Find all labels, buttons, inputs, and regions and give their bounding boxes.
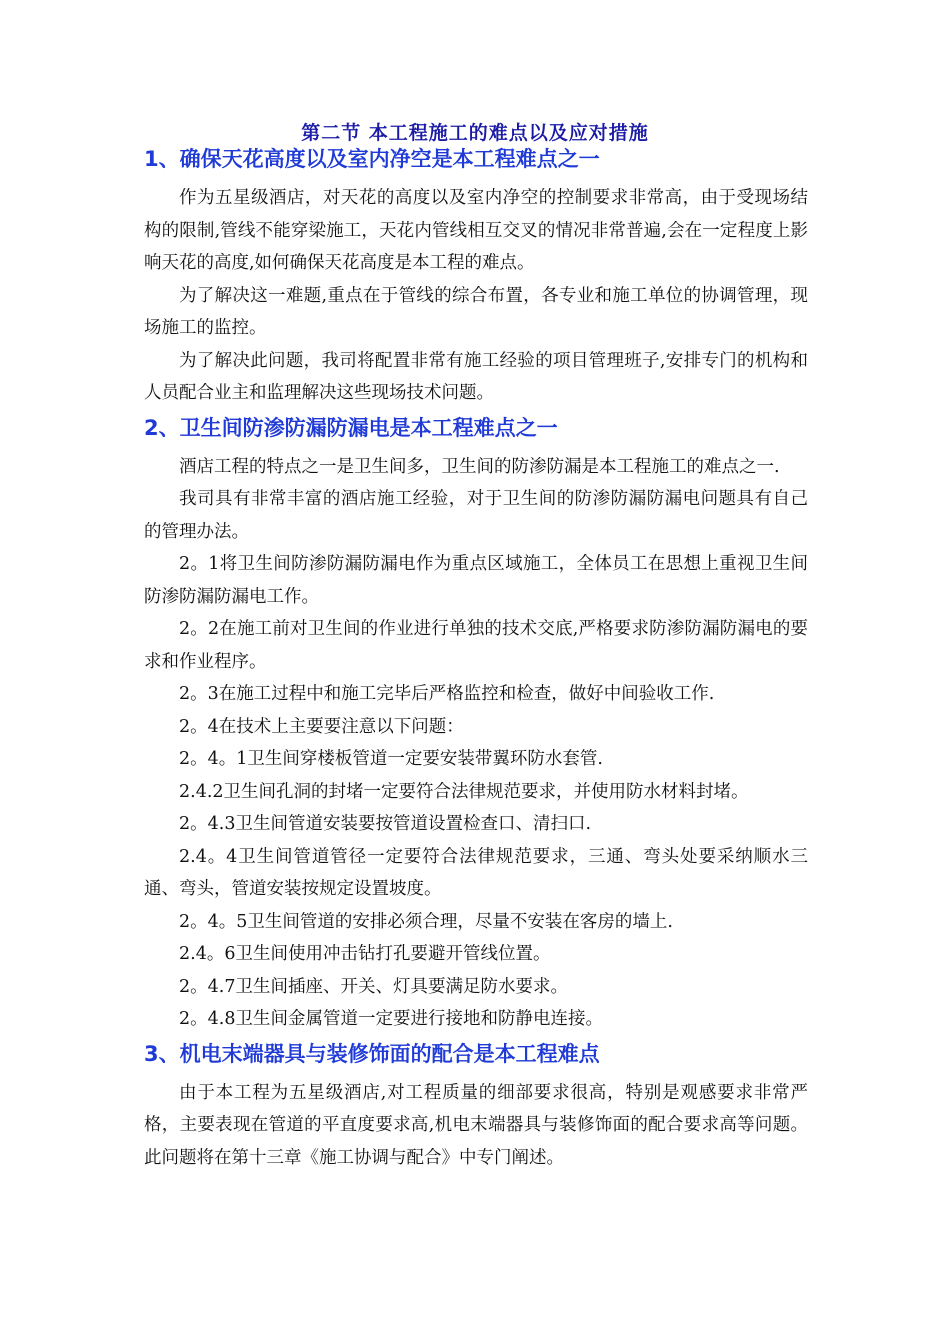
paragraph: 2。4。5卫生间管道的安排必须合理，尽量不安装在客房的墙上. bbox=[179, 911, 673, 932]
paragraph: 为了解决此问题，我司将配置非常有施工经验的项目管理班子,安排专门的机构和人员配合业主和监理解决这些现场技术问题。 bbox=[144, 350, 808, 403]
paragraph: 2。4在技术上主要要注意以下问题： bbox=[179, 716, 464, 737]
paragraph: 2。3在施工过程中和施工完毕后严格监控和检查，做好中间验收工作. bbox=[179, 684, 715, 704]
heading-1: 1、确保天花高度以及室内净空是本工程难点之一 bbox=[144, 147, 600, 171]
paragraph: 为了解决这一难题,重点在于管线的综合布置，各专业和施工单位的协调管理，现场施工的监控。 bbox=[144, 285, 808, 338]
paragraph: 2.4。6卫生间使用冲击钻打孔要避开管线位置。 bbox=[179, 944, 551, 964]
paragraph: 由于本工程为五星级酒店,对工程质量的细部要求很高，特别是观感要求非常严格，主要表现在管道的平直度要求高,机电末端器具与装修饰面的配合要求高等问题。此问题将在第十三章《施工协调与配合》中专门阐述。 bbox=[144, 1082, 808, 1168]
paragraph: 作为五星级酒店，对天花的高度以及室内净空的控制要求非常高，由于受现场结构的限制,管线不能穿梁施工，天花内管线相互交叉的情况非常普遍,会在一定程度上影响天花的高度,如何确保天花高度是本工程的难点。 bbox=[144, 188, 808, 273]
paragraph: 2。1将卫生间防渗防漏防漏电作为重点区域施工，全体员工在思想上重视卫生间防渗防漏防漏电工作。 bbox=[144, 554, 808, 607]
section-title: 第二节 本工程施工的难点以及应对措施 bbox=[301, 122, 649, 144]
document-body bbox=[144, 142, 808, 1174]
paragraph: 2.4.2卫生间孔洞的封堵一定要符合法律规范要求，并使用防水材料封堵。 bbox=[179, 781, 749, 802]
heading-3: 3、机电末端器具与装修饰面的配合是本工程难点 bbox=[144, 1041, 600, 1066]
paragraph: 2。2在施工前对卫生间的作业进行单独的技术交底,严格要求防渗防漏防漏电的要求和作业程序。 bbox=[144, 619, 808, 672]
paragraph: 2。4.8卫生间金属管道一定要进行接地和防静电连接。 bbox=[179, 1009, 603, 1029]
paragraph: 2.4。4卫生间管道管径一定要符合法律规范要求，三通、弯头处要采纳顺水三通、弯头，管道安装按规定设置坡度。 bbox=[144, 846, 808, 899]
paragraph: 2。4.7卫生间插座、开关、灯具要满足防水要求。 bbox=[179, 976, 568, 997]
paragraph: 我司具有非常丰富的酒店施工经验，对于卫生间的防渗防漏防漏电问题具有自己的管理办法。 bbox=[144, 489, 808, 542]
heading-2: 2、卫生间防渗防漏防漏电是本工程难点之一 bbox=[144, 415, 558, 440]
paragraph: 酒店工程的特点之一是卫生间多，卫生间的防渗防漏是本工程施工的难点之一. bbox=[179, 456, 780, 477]
paragraph: 2。4。1卫生间穿楼板管道一定要安装带翼环防水套管. bbox=[179, 749, 603, 769]
paragraph: 2。4.3卫生间管道安装要按管道设置检查口、清扫口. bbox=[179, 814, 592, 834]
